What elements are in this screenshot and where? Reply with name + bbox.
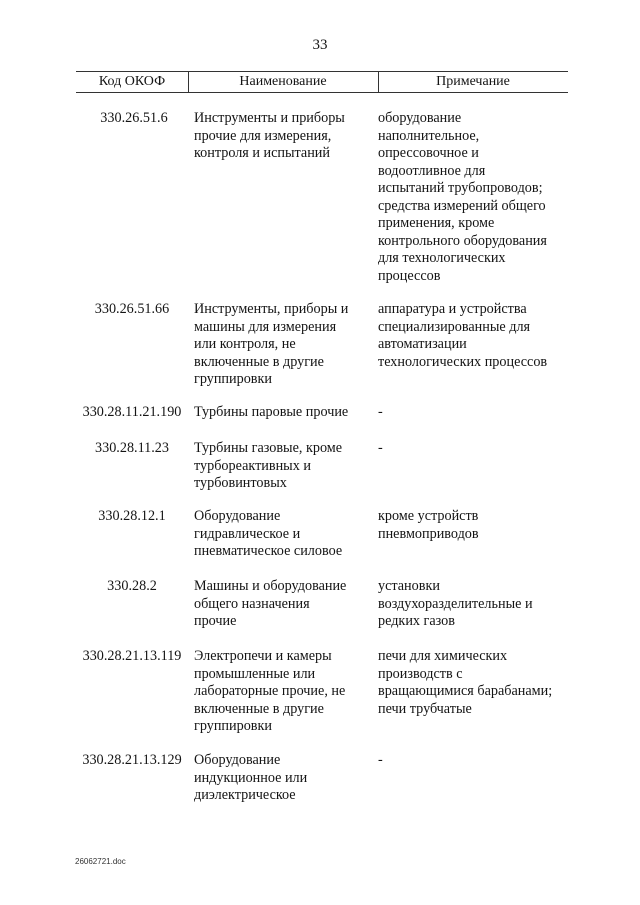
column-header-code: Код ОКОФ — [98, 74, 166, 89]
item-name: Оборудование гидравлическое и пневматическое силовое — [194, 508, 343, 559]
okof-code: 330.26.51.6 — [100, 110, 168, 126]
column-header-note: Примечание — [436, 74, 510, 89]
item-name: Инструменты, приборы и машины для измерения или контроля, не включенные в другие группировки — [194, 301, 349, 387]
okof-code: 330.28.21.13.119 — [82, 648, 182, 664]
item-note: установки воздухоразделительные и редких газов — [378, 578, 533, 629]
table-header-bottom-rule — [76, 92, 568, 93]
okof-code: 330.26.51.66 — [94, 301, 170, 317]
table-header-top-rule — [76, 71, 568, 72]
okof-code: 330.28.2 — [107, 578, 157, 594]
column-header-name: Наименование — [239, 74, 327, 89]
item-note: оборудование наполнительное, опрессовочное и водоотливное для испытаний трубопроводов; средства измерений общего применения, кроме контрольного оборудования для технологических процессов — [378, 110, 547, 284]
page-number: 33 — [312, 37, 328, 53]
okof-code: 330.28.12.1 — [98, 508, 166, 524]
item-note: аппаратура и устройства специализированные для автоматизации технологических процессов — [378, 301, 548, 370]
table-header — [76, 74, 568, 92]
item-note: кроме устройств пневмоприводов — [378, 508, 479, 542]
item-name: Инструменты и приборы прочие для измерения, контроля и испытаний — [194, 110, 345, 161]
okof-code: 330.28.21.13.129 — [82, 752, 182, 768]
item-name: Оборудование индукционное или диэлектрическое — [194, 752, 308, 803]
item-name: Электропечи и камеры промышленные или лабораторные прочие, не включенные в другие группировки — [194, 648, 346, 734]
item-name: Машины и оборудование общего назначения прочие — [194, 578, 347, 629]
item-note: - — [378, 404, 383, 420]
item-name: Турбины газовые, кроме турбореактивных и турбовинтовых — [194, 440, 343, 491]
okof-code: 330.28.11.23 — [95, 440, 169, 456]
item-name: Турбины паровые прочие — [194, 404, 349, 420]
item-note: - — [378, 752, 383, 768]
document-filename: 26062721.doc — [75, 857, 126, 866]
item-note: - — [378, 440, 383, 456]
item-note: печи для химических производств с вращающимися барабанами; печи трубчатые — [378, 648, 553, 717]
okof-code: 330.28.11.21.190 — [82, 404, 182, 420]
